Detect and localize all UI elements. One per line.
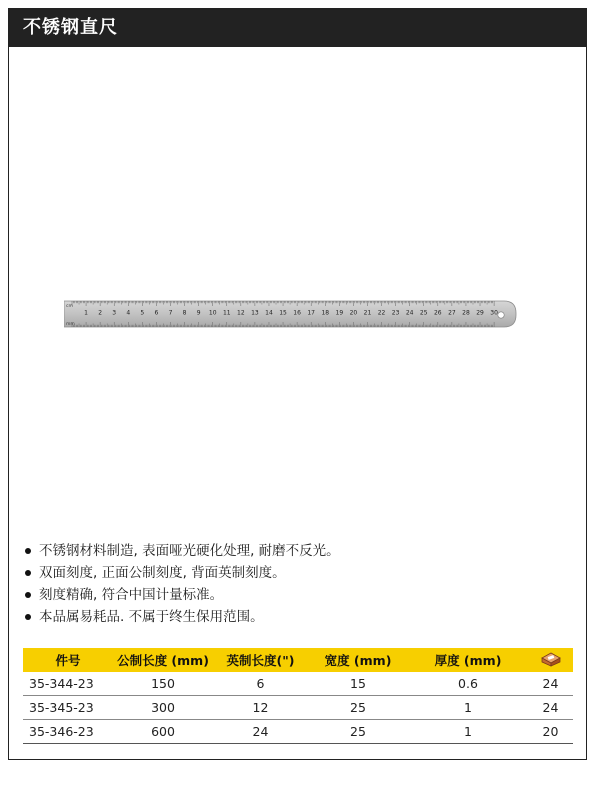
ruler-number: 24 — [405, 309, 414, 317]
page-title: 不锈钢直尺 — [9, 9, 586, 47]
ruler-number: 23 — [391, 309, 400, 317]
col-pack-qty — [528, 648, 573, 672]
ruler-number: 13 — [251, 309, 259, 317]
ruler-number: 1 — [84, 309, 88, 317]
unit-label-top: cm — [66, 304, 73, 309]
ruler-number: 10 — [208, 309, 217, 317]
ruler-number: 28 — [462, 309, 470, 317]
spec-table — [23, 648, 573, 744]
ruler-number: 2 — [98, 309, 103, 317]
feature-list — [23, 540, 340, 628]
table-row: 35-344-23 150 6 15 0.6 24 — [23, 672, 573, 696]
steel-ruler-illustration — [64, 293, 519, 333]
product-card — [8, 8, 587, 760]
ruler-number: 11 — [222, 309, 231, 317]
feature-item: 本品属易耗品. 不属于终生保用范围。 — [23, 606, 340, 628]
ruler-number: 8 — [182, 309, 187, 317]
ruler-number: 29 — [476, 309, 484, 317]
ruler-number: 30 — [490, 309, 498, 317]
col-thickness: 厚度 (mm) — [408, 648, 528, 672]
table-row: 35-345-23 300 12 25 1 24 — [23, 696, 573, 720]
table-row: 35-346-23 600 24 25 1 20 — [23, 720, 573, 744]
ruler-number: 6 — [154, 309, 159, 317]
ruler-number: 3 — [112, 309, 117, 317]
ruler-number: 26 — [433, 309, 442, 317]
ruler-number: 16 — [293, 309, 301, 317]
bullet-icon — [25, 592, 31, 598]
ruler-number: 12 — [237, 309, 245, 317]
bullet-icon — [25, 548, 31, 554]
feature-item: 不锈钢材料制造, 表面哑光硬化处理, 耐磨不反光。 — [23, 540, 340, 562]
ruler-number: 5 — [140, 309, 145, 317]
ruler-number: 9 — [196, 309, 201, 317]
bullet-icon — [25, 570, 31, 576]
box-pack-icon — [540, 651, 562, 667]
ruler-number: 25 — [419, 309, 428, 317]
ruler-number: 22 — [377, 309, 386, 317]
ruler-number: 18 — [321, 309, 330, 317]
col-metric-length: 公制长度 (mm) — [113, 648, 213, 672]
col-width: 宽度 (mm) — [308, 648, 408, 672]
feature-item: 刻度精确, 符合中国计量标准。 — [23, 584, 340, 606]
ruler-number: 17 — [307, 309, 316, 317]
ruler-number: 19 — [335, 309, 344, 317]
hang-hole — [498, 312, 504, 318]
ruler-number: 15 — [279, 309, 287, 317]
ruler-number: 21 — [363, 309, 372, 317]
col-imperial-length: 英制长度(") — [213, 648, 308, 672]
ruler-number: 4 — [126, 309, 131, 317]
ruler-number: 14 — [265, 309, 273, 317]
col-part-number: 件号 — [23, 648, 113, 672]
ruler-image — [64, 293, 519, 333]
bullet-icon — [25, 614, 31, 620]
feature-item: 双面刻度, 正面公制刻度, 背面英制刻度。 — [23, 562, 340, 584]
ruler-number: 7 — [168, 309, 173, 317]
unit-label-bottom: mm — [66, 322, 75, 327]
ruler-number: 27 — [448, 309, 456, 317]
ruler-number: 20 — [349, 309, 358, 317]
table-header-row — [23, 648, 573, 672]
